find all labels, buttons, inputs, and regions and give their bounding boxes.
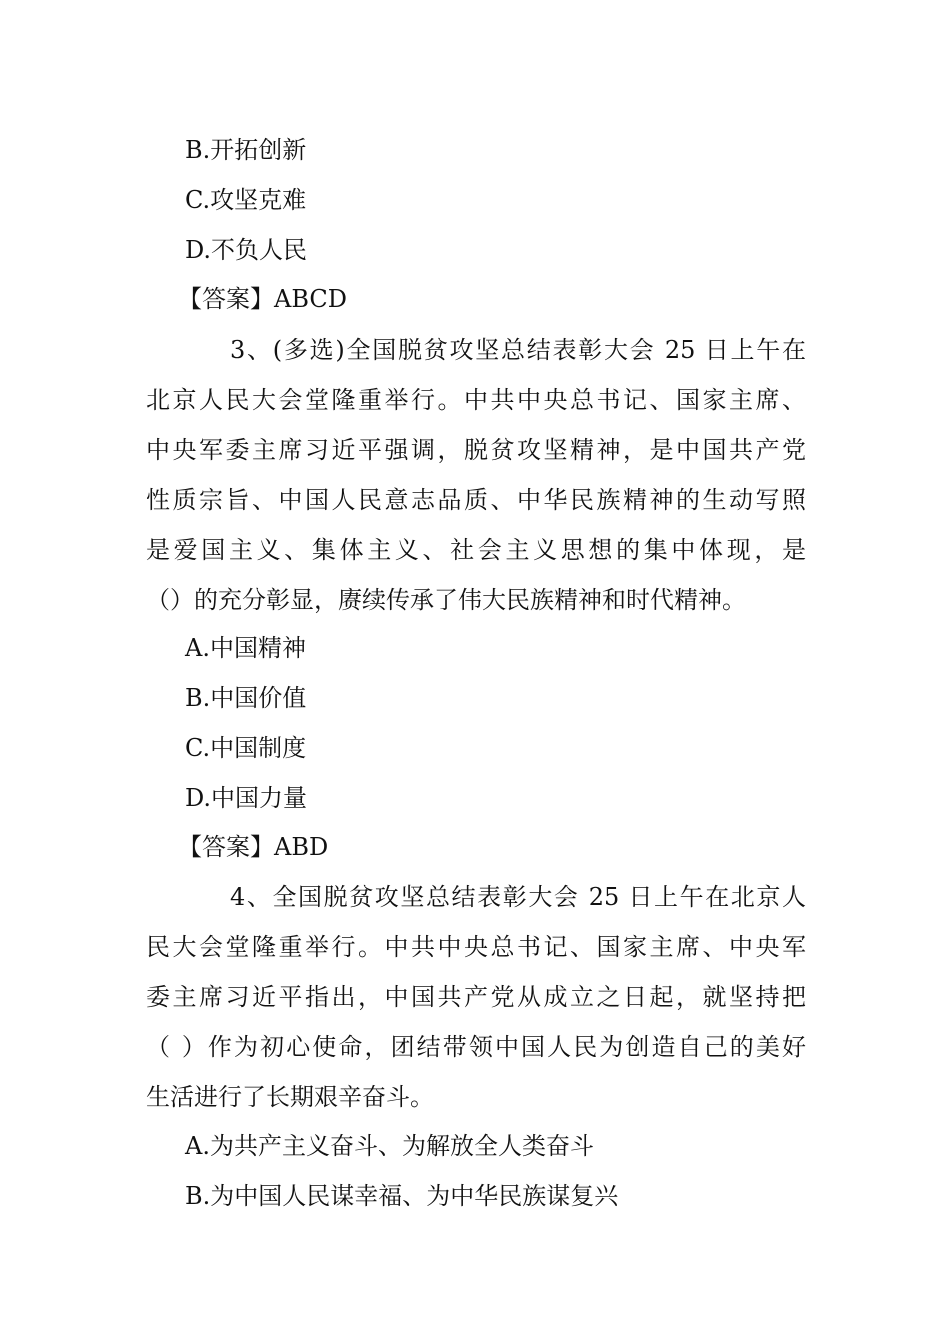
question-4	[146, 872, 806, 1122]
question-3	[146, 325, 806, 625]
question-line: 性质宗旨、中国人民意志品质、中华民族精神的生动写照	[146, 486, 806, 514]
question-line: 委主席习近平指出，中国共产党从成立之日起，就坚持把	[146, 983, 806, 1011]
option-d: D.不负人民	[185, 236, 308, 264]
option-b: B.开拓创新	[185, 136, 307, 164]
question-line: 生活进行了长期艰辛奋斗。	[146, 1083, 434, 1111]
option-b: B.中国价值	[185, 684, 307, 712]
question-line: 民大会堂隆重举行。中共中央总书记、国家主席、中央军	[146, 933, 806, 961]
option-d: D.中国力量	[185, 784, 308, 812]
question-line: 是爱国主义、集体主义、社会主义思想的集中体现，是	[146, 536, 806, 564]
option-c: C.攻坚克难	[185, 186, 307, 214]
answer: 【答案】ABD	[178, 833, 329, 861]
option-c: C.中国制度	[185, 734, 307, 762]
question-line: （）的充分彰显，赓续传承了伟大民族精神和时代精神。	[146, 586, 746, 614]
option-b: B.为中国人民谋幸福、为中华民族谋复兴	[185, 1182, 619, 1210]
question-line: 中央军委主席习近平强调，脱贫攻坚精神，是中国共产党	[146, 436, 806, 464]
question-line: （ ）作为初心使命，团结带领中国人民为创造自己的美好	[146, 1033, 806, 1061]
answer: 【答案】ABCD	[178, 285, 348, 313]
option-a: A.为共产主义奋斗、为解放全人类奋斗	[185, 1132, 594, 1160]
question-line: 北京人民大会堂隆重举行。中共中央总书记、国家主席、	[146, 386, 806, 414]
question-line: 4、全国脱贫攻坚总结表彰大会 25 日上午在北京人	[230, 883, 806, 911]
option-a: A.中国精神	[185, 634, 306, 662]
question-line: 3、(多选)全国脱贫攻坚总结表彰大会 25 日上午在	[230, 336, 806, 364]
